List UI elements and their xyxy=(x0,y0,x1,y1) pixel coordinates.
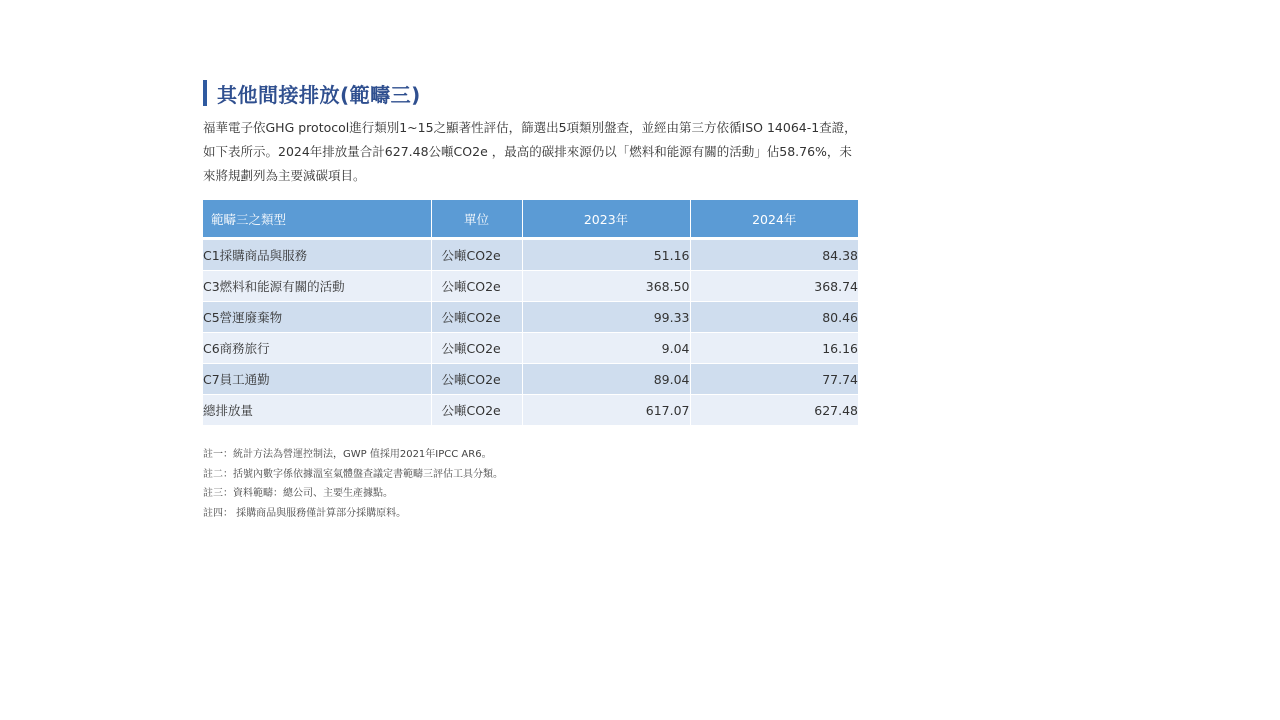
main-content xyxy=(203,78,858,523)
row-value-2024: 368.74 xyxy=(690,271,858,302)
row-unit: 公噸CO2e xyxy=(431,395,522,426)
row-unit: 公噸CO2e xyxy=(431,302,522,333)
intro-paragraph: 福華電子依GHG protocol進行類別1~15之顯著性評估，篩選出5項類別盤查，並經由第三方依循ISO 14064-1查證，如下表所示。2024年排放量合計627.48公噸CO2e ，最高的碳排來源仍以「燃料和能源有關的活動」佔58.76%，未來將規劃列為主要減碳項目。 xyxy=(203,120,857,183)
row-value-2024: 80.46 xyxy=(690,302,858,333)
header-category: 範疇三之類型 xyxy=(203,200,431,237)
row-unit: 公噸CO2e xyxy=(431,240,522,271)
row-category: 總排放量 xyxy=(203,395,431,426)
row-unit: 公噸CO2e xyxy=(431,271,522,302)
footnote-4: 註四： 採購商品與服務僅計算部分採購原料。 xyxy=(203,507,407,519)
table-row-total xyxy=(203,395,858,426)
scope3-table xyxy=(203,200,858,425)
row-unit: 公噸CO2e xyxy=(431,333,522,364)
row-value-2023: 51.16 xyxy=(522,240,690,271)
row-category: C7員工通勤 xyxy=(203,364,431,395)
title-accent-bar xyxy=(203,80,207,106)
row-value-2024: 84.38 xyxy=(690,240,858,271)
page-title: 其他間接排放(範疇三) xyxy=(217,82,421,107)
table-row xyxy=(203,364,858,395)
row-value-2023: 89.04 xyxy=(522,364,690,395)
header-unit: 單位 xyxy=(431,200,522,237)
row-category: C5營運廢棄物 xyxy=(203,302,431,333)
row-category: C6商務旅行 xyxy=(203,333,431,364)
row-unit: 公噸CO2e xyxy=(431,364,522,395)
row-category: C1採購商品與服務 xyxy=(203,240,431,271)
row-value-2023: 617.07 xyxy=(522,395,690,426)
footnotes xyxy=(203,445,858,523)
row-value-2023: 9.04 xyxy=(522,333,690,364)
footnote-2: 註二：括號內數字係依據溫室氣體盤查議定書範疇三評估工具分類。 xyxy=(203,468,503,480)
row-value-2023: 368.50 xyxy=(522,271,690,302)
section-header xyxy=(203,78,858,108)
footnote-3: 註三：資料範疇：總公司、主要生產據點。 xyxy=(203,488,393,499)
header-2024: 2024年 xyxy=(690,200,858,237)
header-2023: 2023年 xyxy=(522,200,690,237)
table-header-row xyxy=(203,200,858,237)
row-value-2024: 77.74 xyxy=(690,364,858,395)
footnote-1: 註一：統計方法為營運控制法，GWP 值採用2021年IPCC AR6。 xyxy=(203,449,492,460)
row-value-2024: 627.48 xyxy=(690,395,858,426)
table-row xyxy=(203,271,858,302)
row-category: C3燃料和能源有關的活動 xyxy=(203,271,431,302)
row-value-2023: 99.33 xyxy=(522,302,690,333)
table-row xyxy=(203,333,858,364)
table-row xyxy=(203,302,858,333)
table-row xyxy=(203,240,858,271)
row-value-2024: 16.16 xyxy=(690,333,858,364)
